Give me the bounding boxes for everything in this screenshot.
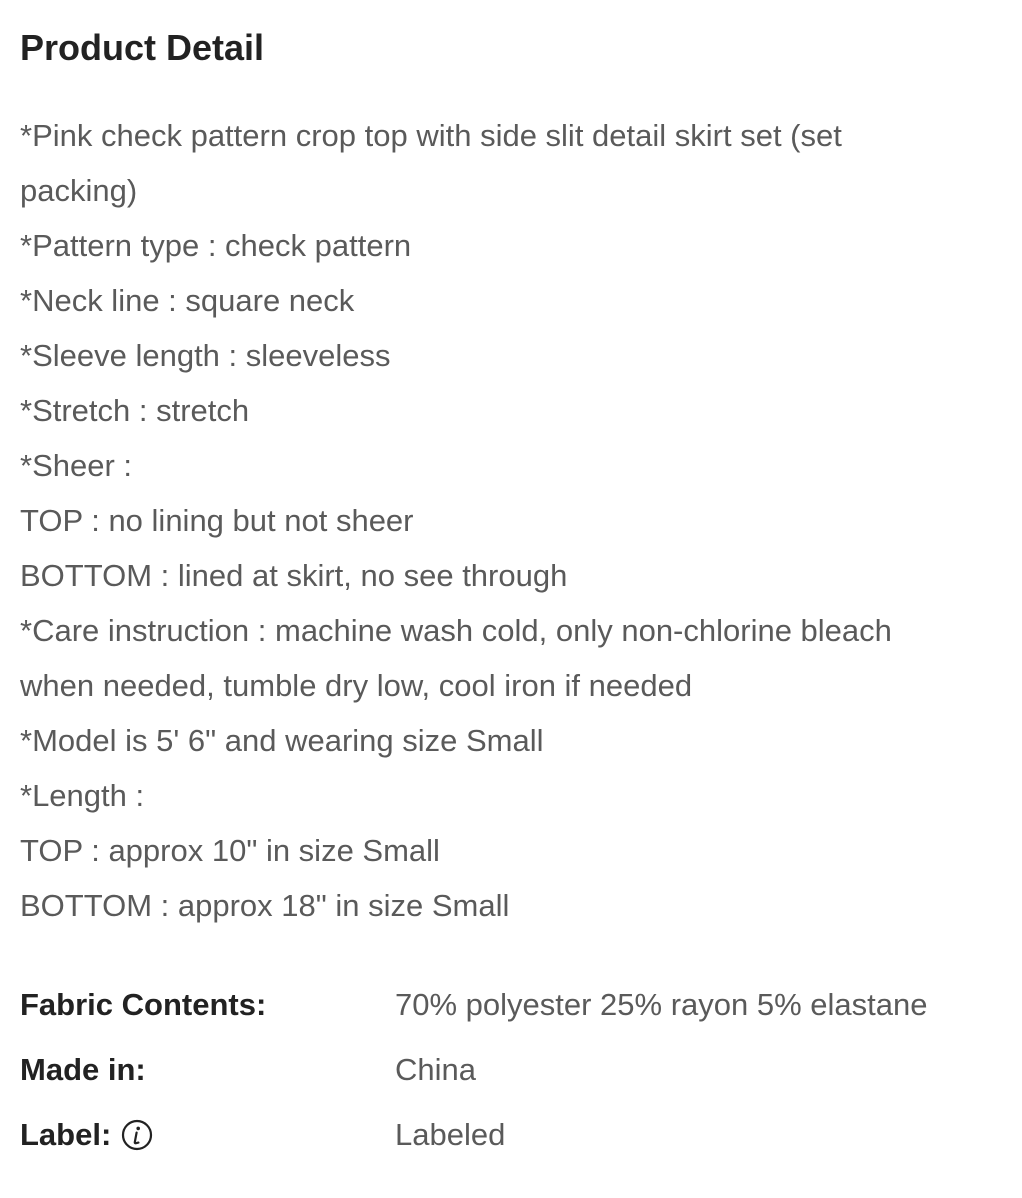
info-icon[interactable] [121,1119,153,1151]
description-line: *Length : [20,778,145,813]
spec-value: 70% polyester 25% rayon 5% elastane [395,986,928,1022]
spec-row-fabric-contents [20,972,1010,1037]
description-line: TOP : no lining but not sheer [20,503,414,538]
spec-label: Fabric Contents: [20,986,267,1022]
description-line: packing) [20,173,138,208]
description-line: *Sleeve length : sleeveless [20,338,391,373]
description-line: BOTTOM : approx 18" in size Small [20,888,510,923]
description-line: BOTTOM : lined at skirt, no see through [20,558,568,593]
spec-row-label [20,1102,1010,1167]
spec-value: Labeled [395,1116,506,1152]
description-line: *Stretch : stretch [20,393,250,428]
spec-label: Made in: [20,1051,146,1087]
description-line: *Pattern type : check pattern [20,228,412,263]
description-line: *Care instruction : machine wash cold, only non-chlorine bleach [20,613,892,648]
description-line: when needed, tumble dry low, cool iron if needed [20,668,693,703]
spec-label-wrapper [20,1117,395,1153]
page-title: Product Detail [20,27,265,68]
product-description [20,108,1010,933]
description-line: *Pink check pattern crop top with side slit detail skirt set (set [20,118,842,153]
spec-label: Label: [20,1116,112,1152]
description-line: *Sheer : [20,448,133,483]
description-line: *Model is 5' 6" and wearing size Small [20,723,544,758]
product-specs [20,972,1010,1167]
spec-value: China [395,1051,476,1087]
description-line: TOP : approx 10" in size Small [20,833,440,868]
spec-row-made-in [20,1037,1010,1102]
description-line: *Neck line : square neck [20,283,355,318]
